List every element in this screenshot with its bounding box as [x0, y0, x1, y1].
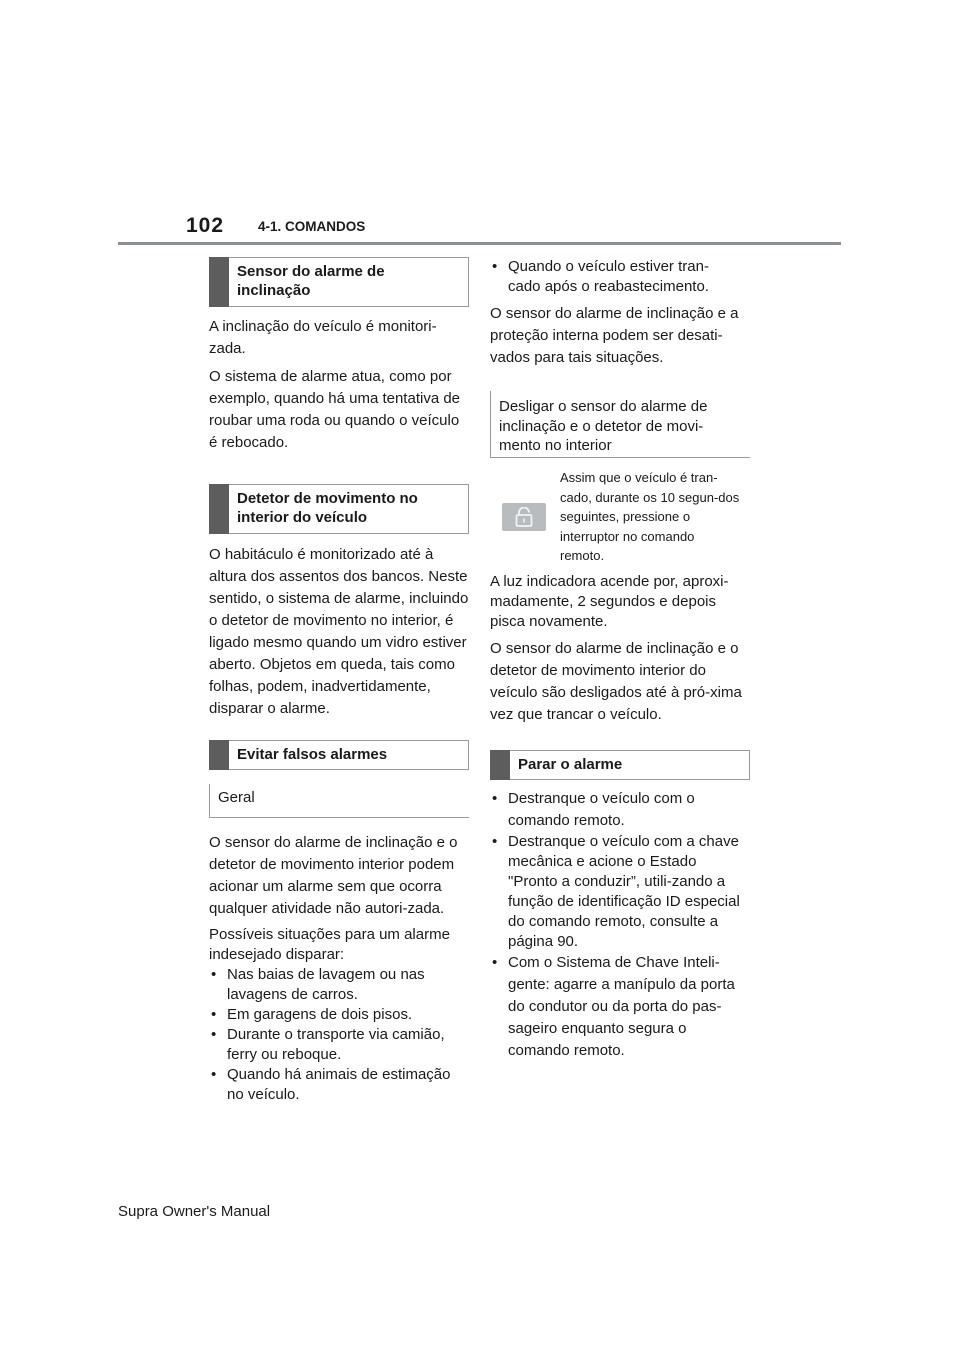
section-heading-stop-alarm: Parar o alarme [490, 750, 750, 780]
list-item: • Quando há animais de estimação no veículo. [209, 1065, 469, 1105]
list-item: • Destranque o veículo com a chave mecânica e acione o Estado "Pronto a conduzir”, utili-zando a função de identificação ID especial do comando remoto, consulte a página 90. [490, 832, 745, 952]
subheading-general: Geral [209, 784, 469, 818]
left-column [209, 257, 469, 1105]
paragraph-deactivation: O sensor do alarme de inclinação e a proteção interna podem ser desati-vados para tais situações. [490, 305, 739, 366]
section-heading-tilt-sensor: Sensor do alarme de inclinação [209, 257, 469, 307]
paragraph-indicator-light: A luz indicadora acende por, aproxi-madamente, 2 segundos e depois pisca novamente. [490, 572, 729, 630]
header-rule [118, 242, 841, 245]
lock-icon [502, 503, 546, 531]
right-column [490, 257, 750, 1062]
chapter-title: 4-1. COMANDOS [258, 219, 366, 234]
paragraph-sensor-off: O sensor do alarme de inclinação e o detetor de movimento interior do veículo são desligados até à pró-xima vez que trancar o veículo. [490, 639, 742, 723]
paragraph-false-alarm: O sensor do alarme de inclinação e o detetor de movimento interior podem acionar um alarme sem que ocorra qualquer atividade não autori-zada. [209, 834, 458, 917]
subheading-disable-sensor: Desligar o sensor do alarme de inclinação e o detetor de movi-mento no interior [490, 391, 750, 458]
paragraph-cabin-monitoring: O habitáculo é monitorizado até à altura dos assentos dos bancos. Neste sentido, o sistema de alarme, incluindo o detetor de movimento no interior, é ligado mesmo quando um vidro estiver aberto. Objetos em queda, tais como folhas, podem, inadvertidamente, disparar o alarme. [209, 546, 469, 717]
list-item: • Durante o transporte via camião, ferry ou reboque. [209, 1025, 469, 1065]
stop-alarm-list [490, 788, 745, 1062]
list-item: • Destranque o veículo com o comando remoto. [490, 788, 745, 832]
section-heading-motion-detector: Detetor de movimento no interior do veículo [209, 484, 469, 534]
page-number: 102 [186, 214, 225, 237]
instruction-text: Assim que o veículo é tran-cado, durante os 10 segun-dos seguintes, pressione o interruptor no comando remoto. [560, 470, 740, 563]
paragraph-possible-situations: Possíveis situações para um alarme indesejado disparar: [209, 926, 450, 963]
footer-manual-title: Supra Owner's Manual [118, 1203, 271, 1220]
situations-list [209, 965, 469, 1105]
situations-list-continued [490, 257, 750, 297]
list-item: • Nas baias de lavagem ou nas lavagens de carros. [209, 965, 469, 1005]
paragraph-alarm-action: O sistema de alarme atua, como por exemplo, quando há uma tentativa de roubar uma roda ou quando o veículo é rebocado. [209, 368, 461, 451]
instruction-block [490, 468, 750, 566]
list-item: • Quando o veículo estiver tran-cado após o reabastecimento. [490, 257, 738, 297]
list-item: • Em garagens de dois pisos. [209, 1005, 469, 1025]
section-heading-avoid-false-alarms: Evitar falsos alarmes [209, 740, 469, 770]
list-item: • Com o Sistema de Chave Inteli-gente: agarre a manípulo da porta do condutor ou da porta do pas-sageiro enquanto segura o comando remoto. [490, 952, 745, 1062]
paragraph-tilt-monitoring: A inclinação do veículo é monitori-zada. [209, 318, 437, 357]
